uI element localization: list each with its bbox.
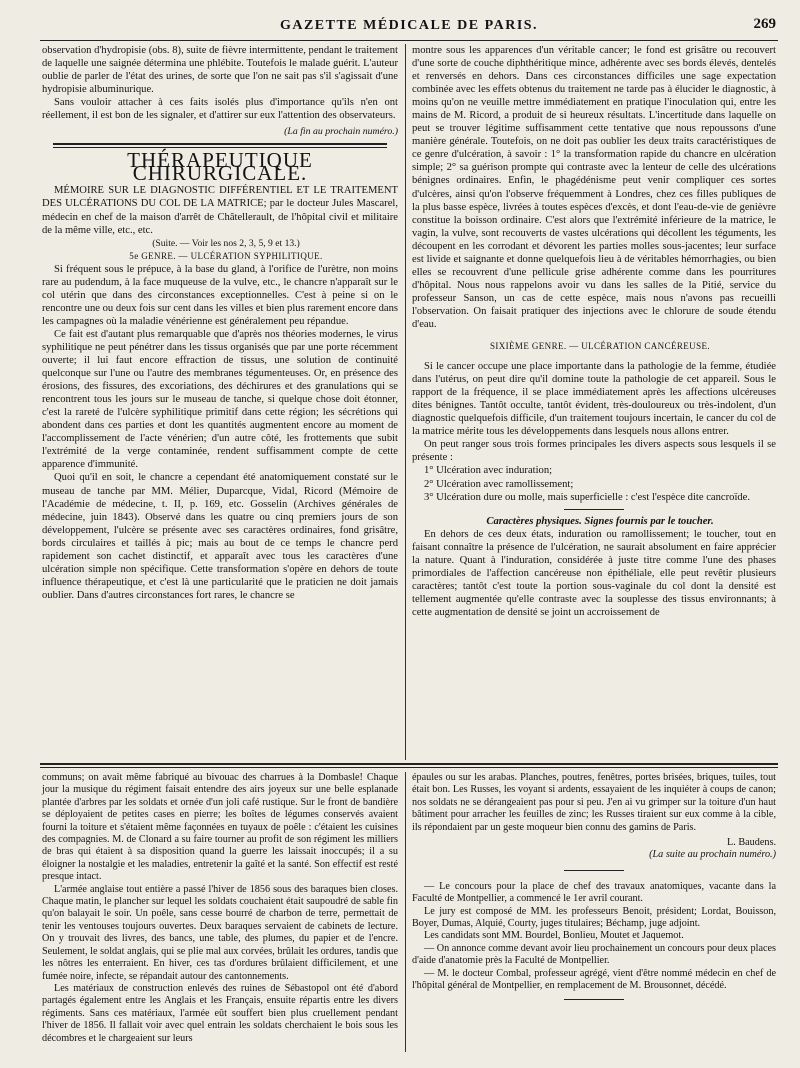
genre-heading: SIXIÈME GENRE. — ULCÉRATION CANCÉREUSE. <box>489 341 711 352</box>
paragraph: épaules ou sur les arabas. Planches, poutres, fenêtres, portes brisées, briques, tuiles, tout était bon. Les Russes, les voyant si ardents, essayaient de les inquiéter à coups de canon; nos soldats ne se dérangeaient pas pour si peu. J'en ai vu grimper sur la toiture d'un haut bâtiment pour arracher les feuilles de zinc; les Russes tiraient sur eux comme à la cible, ils répondaient par un geste moqueur bien connu des gamins de Paris. <box>412 772 776 833</box>
feuilleton-left-column <box>42 772 398 1045</box>
suite-reference: (Suite. — Voir les nos 2, 3, 5, 9 et 13.) <box>152 237 300 249</box>
signature: L. Baudens. <box>727 837 776 849</box>
page-header <box>40 14 778 40</box>
suite-note: (La suite au prochain numéro.) <box>649 849 776 861</box>
news-item: Les candidats sont MM. Bourdel, Bonlieu, Moutet et Jaquemot. <box>424 930 684 942</box>
paragraph: Ce fait est d'autant plus remarquable que d'après nos théories modernes, le virus syphilitique ne peut pénétrer dans les tissus organisés que par une porte récemment ouverte; il lui faut encore effraction de tissus, une solution de continuité quelconque sur l'une ou l'autre des membranes tégumenteuses. Or, en présence des érosions, des fissures, des excoriations, des déchirures et des granulations qui se rencontrent tous les jours sur le museau de tanche, si quelque chose doit étonner, c'est la rareté de l'ulcère syphilitique primitif dans cette région; les sécrétions qui abondent dans ces parties et dont les quantités augmentent encore au moment de l'accomplissement de l'acte vénérien; d'un autre côté, les frottements que subit l'extrémité de la verge contaminée, rendent suffisamment compte de cette apparence d'immunité. <box>42 328 398 471</box>
column-rule-bottom <box>405 772 406 1052</box>
section-title: THÉRAPEUTIQUE CHIRURGICALE. <box>127 148 313 186</box>
paragraph: Si le cancer occupe une place importante dans la pathologie de la femme, étudiée dans l'utérus, on peut dire qu'il domine toute la pathologie de cet appareil. Sous le rapport de la fréquence, il se place immédiatement après les affections ulcéreuses dites bénignes. Tantôt occulte, tantôt évident, très-douloureux ou très-indolent, d'un diagnostic quelquefois difficile, d'un traitement toujours incertain, le cancer du col de la matrice mérite tous les développements dans lesquels nous allons entrer. <box>412 361 776 438</box>
genre-heading: 5e GENRE. — ULCÉRATION SYPHILITIQUE. <box>129 250 323 261</box>
paragraph: On peut ranger sous trois formes principales les divers aspects sous lesquels il se présente : <box>412 439 776 464</box>
list-item: 3° Ulcération dure ou molle, mais superficielle : c'est l'espèce dite cancroïde. <box>424 491 751 503</box>
right-column <box>412 44 776 619</box>
paragraph: Les matériaux de construction enlevés des ruines de Sébastopol ont été d'abord partagés également entre les Anglais et les Français, ensuite répartis entre les divers régiments. Sans ces matériaux, l'armée eût souffert bien plus cruellement pendant l'hiver de 1856. Il fallait voir avec quel entrain les soldats cherchaient le bois sous les décombres et le chargeaient sur leurs <box>42 982 398 1044</box>
memoire-author: par le docteur Jules Mascarel, médecin en chef de la maison d'arrêt de Châtellerault, de l'hôpital civil et militaire de la même ville, etc., etc. <box>42 198 398 236</box>
feuilleton-rule <box>40 763 778 765</box>
paragraph: Quoi qu'il en soit, le chancre a cependant été anatomiquement constaté sur le museau de tanche par MM. Mélier, Duparcque, Vidal, Ricord (Mémoire de l'Académie de médecine, t. II, p. 169, etc. Gosselin (Archives générales de médecine, juin 1843). Observé dans les quatre ou cinq premiers jours de son développement, l'ulcère se présente avec ses caractères ordinaires, fond grisâtre, bords circulaires et taillés à pic; mais au bout de ce temps le chancre perd rapidement son cachet distinctif, et apparaît avec tous les caractères d'une ulcération simple non spécifique. Cette transformation s'opère en dehors de toute influence thérapeutique, et c'est là une particularité que le praticien ne doit jamais oublier. Dans d'autres circonstances fort rares, le chancre se <box>42 472 398 601</box>
subsection-heading: Caractères physiques. Signes fournis par le toucher. <box>486 515 714 527</box>
news-item: — Le concours pour la place de chef des travaux anatomiques, vacante dans la Faculté de Montpellier, a commencé le 1er avril courant. <box>412 880 776 905</box>
news-item: Le jury est composé de MM. les professeurs Benoit, président; Lordat, Bouisson, Boyer, Dumas, Alquié, Courty, juges titulaires; Béchamp, juge adjoint. <box>412 905 776 930</box>
memoire-heading <box>42 184 398 236</box>
news-item: — M. le docteur Combal, professeur agrégé, vient d'être nommé médecin en chef de l'hôpital général de Montpellier, en remplacement de M. Brousonnet, décédé. <box>412 967 776 992</box>
paragraph: Si fréquent sous le prépuce, à la base du gland, à l'orifice de l'urètre, non moins rare au pudendum, à la face muqueuse de la vulve, etc., le chancre n'apparaît sur le col utérin que dans des circonstances exceptionnelles. C'est à peine si on le rencontre une ou deux fois sur cent dans les villes et bien plus rarement encore dans les campagnes où la maladie vénérienne est généralement peu répandue. <box>42 263 398 327</box>
column-rule <box>405 44 406 760</box>
divider <box>564 999 624 1000</box>
memoire-title: MÉMOIRE SUR LE DIAGNOSTIC DIFFÉRENTIEL ET LE TRAITEMENT DES ULCÉRATIONS DU COL DE LA MATRICE; <box>42 185 398 210</box>
feuilleton-right-column <box>412 772 776 1006</box>
paragraph: En dehors de ces deux états, induration ou ramollissement; le toucher, tout en faisant connaître la présence de l'ulcération, ne saurait absolument en faire apprécier la nature. Quant à l'induration, considérée à juste titre comme l'une des phases primordiales de l'affection cancéreuse non épithéliale, elle peut revêtir plusieurs caractères; tantôt c'est toute la portion sous-vaginale du col dont la densité est tellement augmentée qu'elle contraste avec la souplesse des tissus environnants; à cette augmentation de densité se joint un accroissement de <box>412 528 776 618</box>
left-column <box>42 44 398 602</box>
divider <box>564 870 624 871</box>
paragraph: Sans vouloir attacher à ces faits isolés plus d'importance qu'ils n'en ont réellement, il est bon de les signaler, et d'attirer sur eux l'attention des observateurs. <box>42 97 398 122</box>
divider <box>564 509 624 510</box>
feuilleton-rule-thin <box>40 767 778 768</box>
paragraph: montre sous les apparences d'un véritable cancer; le fond est grisâtre ou recouvert d'une sorte de couche diphthéritique mince, adhérente avec ses bords élevés, dentelés et renversés en dehors. Dans ces circonstances difficiles une sage expectation combinée avec les effets obtenus du traitement ne tarde pas à élucider le diagnostic, à moins qu'on ne veuille mettre immédiatement en pratique l'inoculation qui, entre les mains de M. Ricord, a produit de si heureux résultats. L'incertitude dans laquelle on peut se trouver légitime suffisamment cette tentative que nous repoussons d'une manière générale. Toutefois, on ne doit pas oublier les deux traits caractéristiques de ce genre d'ulcération, à savoir : 1° la transformation rapide du chancre en ulcération simple; 2° sa guérison prompte qui contraste avec la lenteur de celle des ulcérations bénignes ordinaires. Enfin, le phagédénisme peut venir compliquer ces sortes d'ulcères, ainsi qu'on l'observe fréquemment à Londres, chez ces filles publiques de la plus basse espèce, livrées à toutes espèces d'excès, et dont l'eau-de-vie de genièvre constitue la boisson ordinaire. C'est alors que l'extrémité inférieure de la matrice, le vagin, la vulve, sont recouverts de vastes ulcérations qui décollent les téguments, les découpent en les corrodant et dévorent les parties molles sous-jacentes; leur surface est livide et saignante et donne quelquefois lieu à de véritables hémorrhagies, ou bien elles se recouvrent d'une pellicule grise adhérente comme dans les pourritures d'hôpital. Nous nous rappelons avoir vu dans les salles de la Pitié, service du professeur Sanson, un cas de cette espèce, mais nous n'avons pas recueilli l'observation. On faisait pratiquer des injections avec le chlorure de soude étendu d'eau. <box>412 45 776 330</box>
paragraph: L'armée anglaise tout entière a passé l'hiver de 1856 sous des baraques bien closes. Chaque matin, le plancher sur lequel les soldats couchaient était saupoudré de sable fin qu'on balayait le soir. Un poêle, sans cesse bourré de charbon de terre, permettait de tenir les ventouses toujours ouvertes. Deux baraques servaient de cabinets de lecture. On y trouvait des livres, des bancs, une table, des plumes, du papier et de l'encre. Seulement, le soldat anglais, qui se plie mal aux corvées, brûlait les ordures, tandis que les nôtres les enterraient. En hiver, ces tas d'ordures brûlaient difficilement, et une fumée noire, infecte, se répandait autour des cantonnements. <box>42 883 398 982</box>
paragraph: communs; on avait même fabriqué au bivouac des charrues à la Dombasle! Chaque jour la musique du régiment faisait entendre des airs joyeux sur une belle esplanade plantée d'arbres par les soldats et ornée d'un joli café rustique. Sur le front de bandière se déployaient de petites cases en pierre; les boîtes de légumes conservés avaient fourni la toiture et s'étaient même façonnées en tuyaux de poêle : c'étaient les cuisines des compagnies. M. de Clonard a su faire tourner au profit de son régiment les milliers de bras qui étaient à sa disposition quand la guerre les laissait inoccupés; il a su éloigner la nostalgie et les maladies, entretenir la gaîté et la santé. Son effectif est resté presque intact. <box>42 772 398 883</box>
header-rule <box>40 40 778 41</box>
page-number: 269 <box>753 16 776 32</box>
section-divider <box>53 143 388 145</box>
fin-note: (La fin au prochain numéro.) <box>284 126 398 138</box>
news-item: — On annonce comme devant avoir lieu prochainement un concours pour deux places d'aide d'anatomie près la Faculté de Montpellier. <box>412 942 776 967</box>
list-item: 2° Ulcération avec ramollissement; <box>424 478 574 490</box>
list-item: 1° Ulcération avec induration; <box>424 465 553 477</box>
paragraph: observation d'hydropisie (obs. 8), suite de fièvre intermittente, pendant le traitement de laquelle une saignée détermina une phlébite. Toutefois le malade guérit. L'auteur oublie de parler de l'état des urines, de sorte que l'on ne sait pas s'il s'agissait d'une hydropisie albuminurique. <box>42 45 398 96</box>
journal-title: GAZETTE MÉDICALE DE PARIS. <box>279 18 539 33</box>
